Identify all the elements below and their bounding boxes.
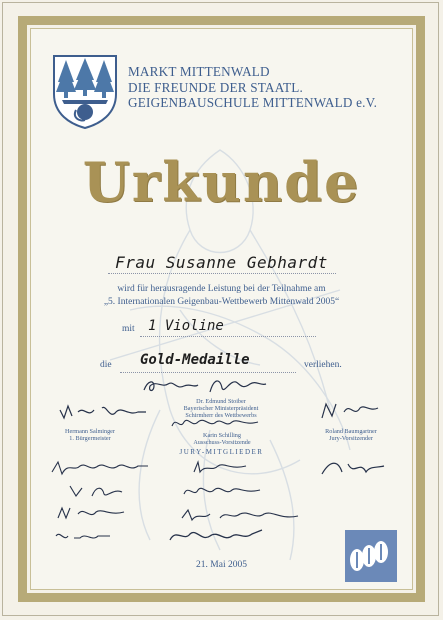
- coat-of-arms-icon: [50, 52, 120, 130]
- award-underline: [120, 372, 296, 373]
- issuer-line-3: GEIGENBAUSCHULE MITTENWALD e.V.: [128, 95, 378, 110]
- patron-caption-1: Dr. Edmund Stoiber: [196, 398, 246, 405]
- jury-signature-3: [320, 458, 386, 478]
- patron-caption-2: Bayerischer Ministerpräsident: [183, 405, 259, 412]
- patron-caption-3: Schirmherr des Wettbewerbs: [185, 412, 257, 419]
- instrument-underline: [140, 336, 316, 337]
- award-text-line-2: „5. Internationalen Geigenbau-Wettbewerb Mittenwald 2005“: [103, 297, 340, 307]
- issuer-line-2: DIE FREUNDE DER STAATL.: [128, 79, 303, 95]
- official-1-name: Hermann Salminger: [64, 428, 115, 435]
- jury-signature-4: [66, 482, 126, 500]
- official-1-role: 1. Bürgermeister: [69, 435, 111, 442]
- award-text-line-1: wird für herausragende Leistung bei der Teilnahme am: [117, 284, 326, 294]
- jury-label: JURY-MITGLIEDER: [179, 448, 264, 456]
- official-signature-1: [58, 402, 148, 422]
- official-caption-1: [50, 428, 130, 442]
- jury-signature-9: [166, 526, 266, 546]
- instrument-prefix: mit: [122, 324, 135, 334]
- official-caption-3: [306, 428, 396, 442]
- jury-signature-1: [50, 458, 150, 478]
- instrument-value: 1 Violine: [148, 318, 224, 334]
- issue-date: 21. Mai 2005: [196, 560, 247, 570]
- jury-signature-6: [56, 504, 126, 522]
- official-signature-3: [320, 400, 380, 422]
- jury-signature-8: [52, 528, 112, 544]
- award-suffix: verliehen.: [304, 360, 342, 370]
- award-value: Gold-Medaille: [140, 352, 250, 368]
- official-3-role: Jury-Vorsitzender: [329, 435, 373, 442]
- jury-signature-5: [182, 482, 262, 500]
- patron-signature: [140, 376, 270, 396]
- violin-logo-icon: [345, 530, 397, 582]
- issuer-header: [128, 64, 377, 111]
- recipient-name: Frau Susanne Gebhardt: [115, 253, 328, 272]
- certificate-title: Urkunde: [82, 150, 361, 214]
- award-prefix: die: [100, 360, 112, 370]
- jury-signature-7: [180, 506, 300, 524]
- official-caption-2: [176, 432, 268, 446]
- official-2-name: Karin Schilling: [203, 432, 241, 439]
- official-3-name: Roland Baumgartner: [325, 428, 377, 435]
- recipient-underline: [108, 273, 336, 274]
- official-signature-2: [170, 414, 260, 432]
- official-2-role: Ausschuss-Vorsitzende: [193, 439, 251, 446]
- issuer-line-1: MARKT MITTENWALD: [128, 64, 270, 79]
- jury-signature-2: [190, 458, 250, 476]
